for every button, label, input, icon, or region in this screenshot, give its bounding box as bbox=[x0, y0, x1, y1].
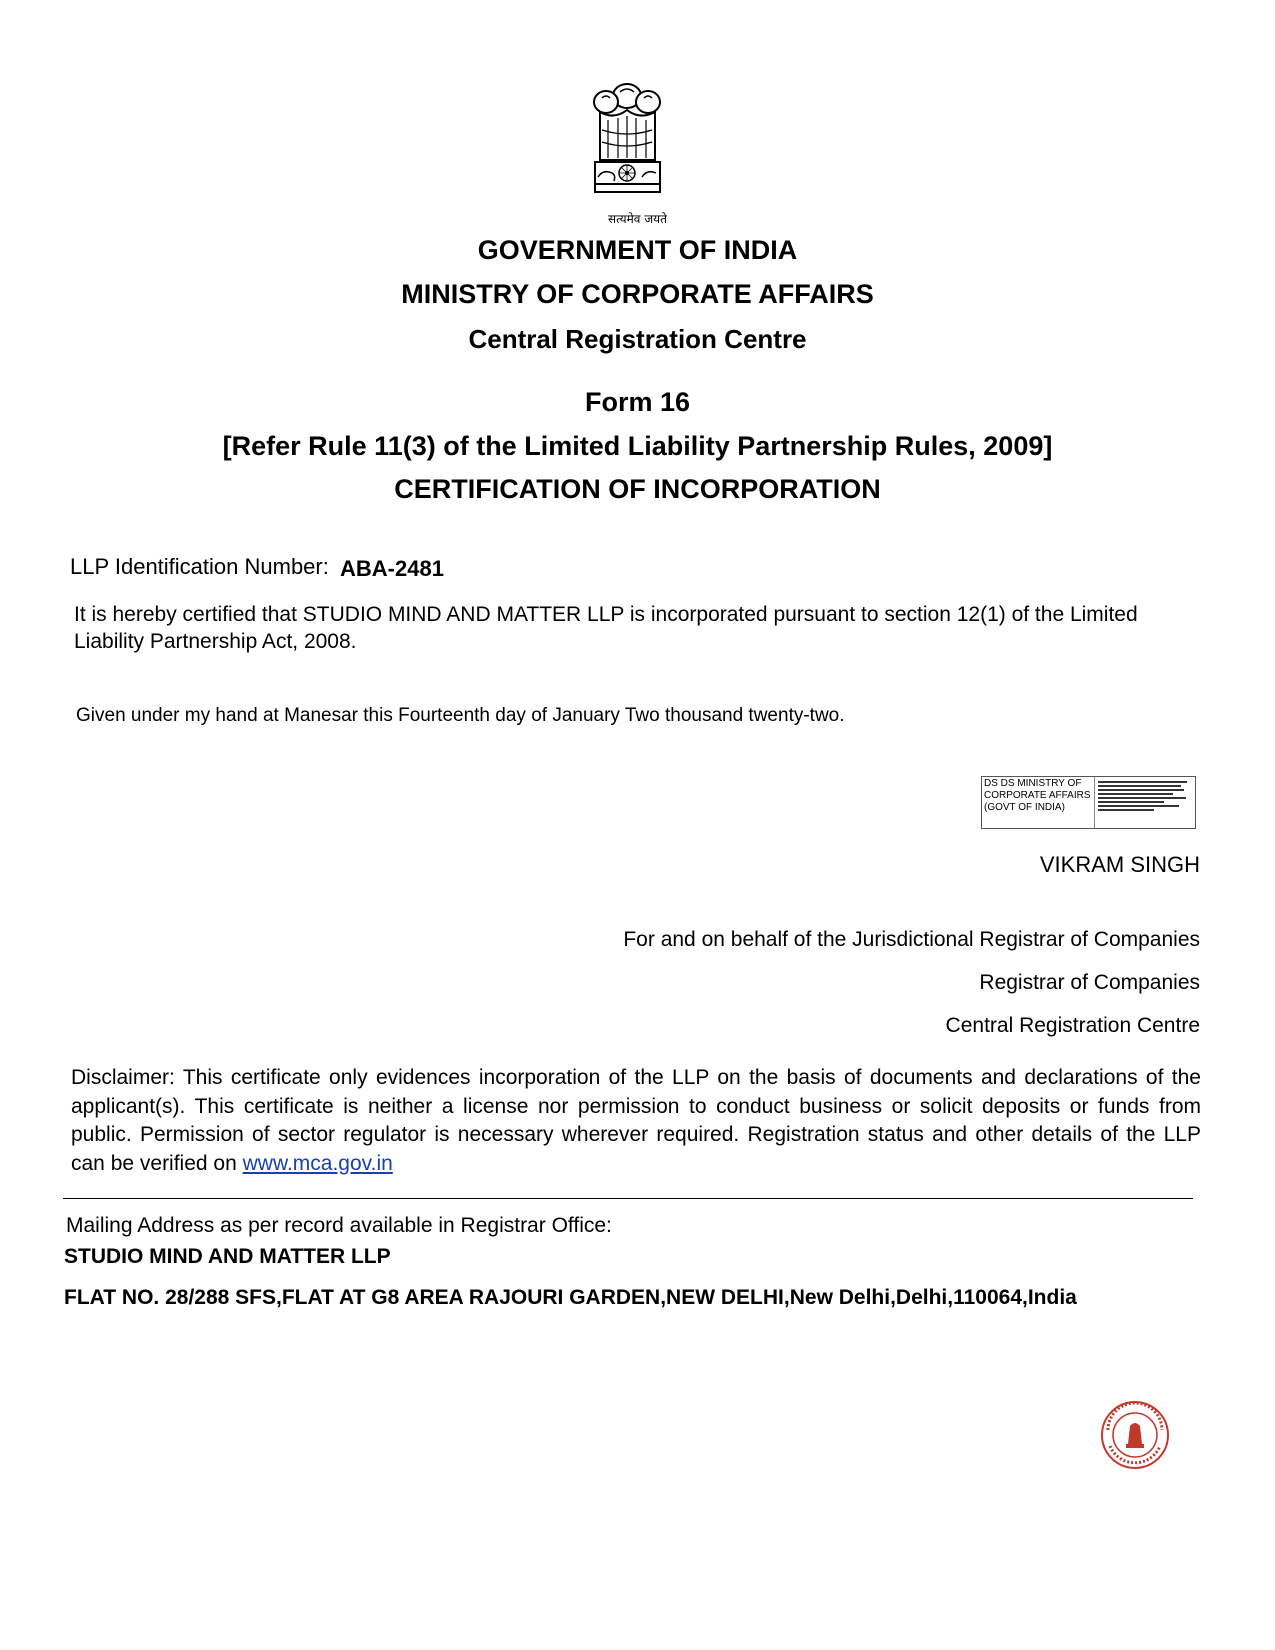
llp-id-label: LLP Identification Number: bbox=[70, 554, 329, 579]
signer-title: Registrar of Companies bbox=[979, 971, 1200, 994]
ministry-heading: MINISTRY OF CORPORATE AFFAIRS bbox=[401, 279, 874, 309]
mailing-address-label: Mailing Address as per record available in Registrar Office: bbox=[66, 1214, 612, 1237]
divider bbox=[63, 1198, 1193, 1199]
disclaimer bbox=[71, 1064, 1201, 1178]
government-heading: GOVERNMENT OF INDIA bbox=[477, 235, 798, 265]
signer-office: Central Registration Centre bbox=[945, 1014, 1200, 1037]
mailing-name: STUDIO MIND AND MATTER LLP bbox=[64, 1245, 391, 1268]
mailing-address: FLAT NO. 28/288 SFS,FLAT AT G8 AREA RAJOURI GARDEN,NEW DELHI,New Delhi,Delhi,110064,India bbox=[64, 1286, 1077, 1309]
given-statement: Given under my hand at Manesar this Fourteenth day of January Two thousand twenty-two. bbox=[76, 705, 845, 726]
rule-reference: [Refer Rule 11(3) of the Limited Liability Partnership Rules, 2009] bbox=[222, 431, 1053, 461]
digital-signature-box bbox=[981, 776, 1196, 829]
form-number: Form 16 bbox=[584, 387, 691, 417]
registrar-seal-icon bbox=[1100, 1400, 1170, 1470]
signer-name: VIKRAM SINGH bbox=[1039, 852, 1200, 877]
digital-signature-details bbox=[1095, 777, 1195, 828]
certificate-title: CERTIFICATION OF INCORPORATION bbox=[394, 474, 881, 504]
emblem-motto: सत्यमेव जयते bbox=[608, 212, 667, 226]
signer-behalf: For and on behalf of the Jurisdictional Registrar of Companies bbox=[623, 928, 1200, 951]
centre-heading: Central Registration Centre bbox=[468, 324, 807, 354]
llp-id-number: ABA-2481 bbox=[340, 556, 444, 581]
disclaimer-text: Disclaimer: This certificate only evidences incorporation of the LLP on the basis of documents and declarations of the applicant(s). This certificate is neither a license nor permission to conduct business or solicit deposits or funds from public. Permission of sector regulator is necessary wherever required. Registration status and other details of the LLP can be verified on bbox=[71, 1066, 1201, 1175]
digital-signature-label: DS DS MINISTRY OF CORPORATE AFFAIRS (GOVT OF INDIA) bbox=[982, 777, 1095, 828]
mca-website-link[interactable]: www.mca.gov.in bbox=[242, 1151, 393, 1175]
certification-text: It is hereby certified that STUDIO MIND AND MATTER LLP is incorporated pursuant to section 12(1) of the Limited Liability Partnership Act, 2008. bbox=[74, 603, 1138, 653]
state-emblem-icon bbox=[580, 80, 675, 210]
